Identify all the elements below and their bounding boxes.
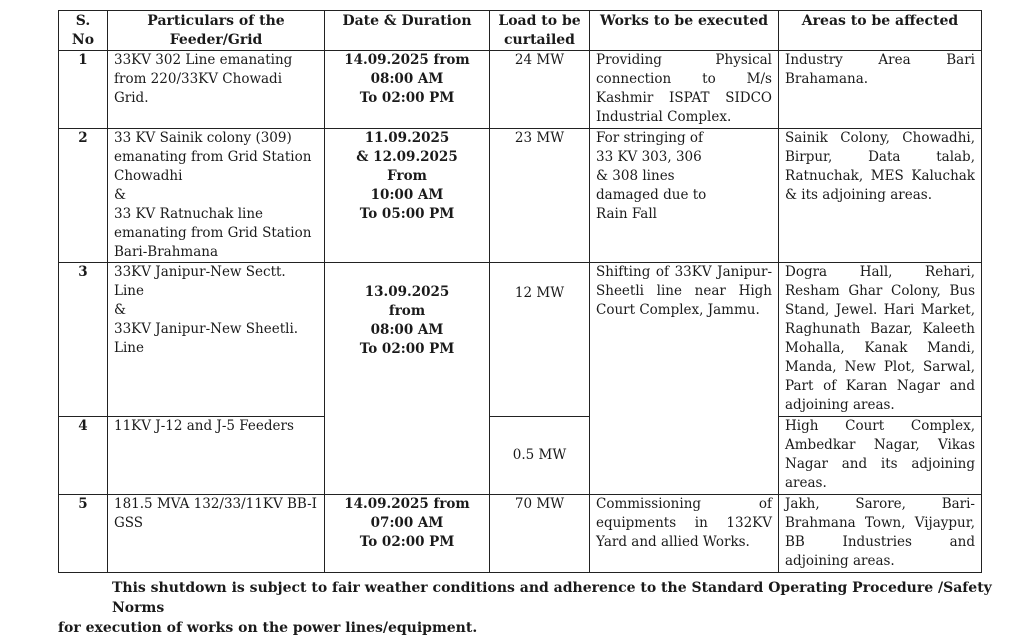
row-date-shared	[325, 263, 490, 495]
date-line: 14.09.2025 from	[344, 52, 470, 68]
date-line: 07:00 AM	[370, 515, 444, 531]
row-sno: 2	[59, 129, 108, 263]
table-row	[59, 495, 982, 573]
row-works-shared: Shifting of 33KV Janipur-Sheetli line near High Court Complex, Jammu.	[590, 263, 779, 495]
row-works	[590, 129, 779, 263]
works-line: For stringing of	[596, 130, 704, 146]
row-particulars	[108, 129, 325, 263]
particulars-line: 33KV Janipur-New Sectt. Line	[114, 264, 286, 299]
table-row	[59, 51, 982, 129]
row-areas: Industry Area Bari Brahamana.	[779, 51, 982, 129]
row-particulars: 11KV J-12 and J-5 Feeders	[108, 417, 325, 495]
date-line: To 02:00 PM	[359, 90, 455, 106]
date-line: 14.09.2025 from	[344, 496, 470, 512]
header-areas: Areas to be affected	[779, 11, 982, 51]
row-areas: Dogra Hall, Rehari, Resham Ghar Colony, Bus Stand, Jewel. Hari Market, Raghunath Bazar, Kaleeth Mohalla, Kanak Mandi, Manda, New Plot, Sarwal, Part of Karan Nagar and adjoining areas.	[779, 263, 982, 417]
row-particulars	[108, 263, 325, 417]
row-load: 24 MW	[490, 51, 590, 129]
header-particulars: Particulars of the Feeder/Grid	[108, 11, 325, 51]
table-row	[59, 417, 982, 495]
row-sno: 1	[59, 51, 108, 129]
works-line: damaged due to	[596, 187, 707, 203]
shutdown-condition-note	[58, 578, 992, 638]
row-areas: Jakh, Sarore, Bari-Brahmana Town, Vijaypur, BB Industries and adjoining areas.	[779, 495, 982, 573]
header-date: Date & Duration	[325, 11, 490, 51]
row-date	[325, 129, 490, 263]
note-line-2: for execution of works on the power lines/equipment.	[58, 620, 478, 636]
table-row	[59, 263, 982, 417]
row-date	[325, 51, 490, 129]
table-header-row	[59, 11, 982, 51]
header-load: Load to be curtailed	[490, 11, 590, 51]
row-sno: 4	[59, 417, 108, 495]
date-line: 11.09.2025	[364, 130, 450, 146]
row-load: 23 MW	[490, 129, 590, 263]
shutdown-schedule-table	[58, 10, 982, 573]
row-works: Providing Physical connection to M/s Kashmir ISPAT SIDCO Industrial Complex.	[590, 51, 779, 129]
date-line: 08:00 AM	[370, 71, 444, 87]
row-load: 12 MW	[490, 263, 590, 417]
header-sno: S. No	[59, 11, 108, 51]
particulars-line: 33 KV Ratnuchak line emanating from Grid Station Bari-Brahmana	[114, 206, 312, 260]
date-line: & 12.09.2025	[356, 149, 458, 165]
date-line: To 05:00 PM	[359, 206, 455, 222]
note-line-1: This shutdown is subject to fair weather conditions and adherence to the Standard Operating Procedure /Safety Norms	[112, 580, 992, 616]
date-line: 10:00 AM	[370, 187, 444, 203]
row-particulars: 33KV 302 Line emanating from 220/33KV Chowadi Grid.	[108, 51, 325, 129]
row-works: Commissioning of equipments in 132KV Yard and allied Works.	[590, 495, 779, 573]
particulars-line: 33 KV Sainik colony (309) emanating from Grid Station Chowadhi	[114, 130, 312, 184]
date-line: from	[388, 303, 426, 319]
table-row	[59, 129, 982, 263]
row-load: 0.5 MW	[490, 417, 590, 495]
date-line: To 02:00 PM	[359, 534, 455, 550]
row-sno: 3	[59, 263, 108, 417]
works-line: 33 KV 303, 306	[596, 149, 702, 165]
row-areas: High Court Complex, Ambedkar Nagar, Vikas Nagar and its adjoining areas.	[779, 417, 982, 495]
particulars-line: &	[114, 302, 127, 318]
row-load: 70 MW	[490, 495, 590, 573]
particulars-line: 33KV Janipur-New Sheetli. Line	[114, 321, 299, 356]
works-line: Rain Fall	[596, 206, 657, 222]
date-line: To 02:00 PM	[359, 341, 455, 357]
row-areas: Sainik Colony, Chowadhi, Birpur, Data talab, Ratnuchak, MES Kaluchak & its adjoining areas.	[779, 129, 982, 263]
date-line: From	[387, 168, 427, 184]
row-sno: 5	[59, 495, 108, 573]
date-line: 13.09.2025	[364, 284, 450, 300]
date-line: 08:00 AM	[370, 322, 444, 338]
particulars-line: &	[114, 187, 127, 203]
row-date	[325, 495, 490, 573]
row-particulars: 181.5 MVA 132/33/11KV BB-I GSS	[108, 495, 325, 573]
header-works: Works to be executed	[590, 11, 779, 51]
works-line: & 308 lines	[596, 168, 675, 184]
